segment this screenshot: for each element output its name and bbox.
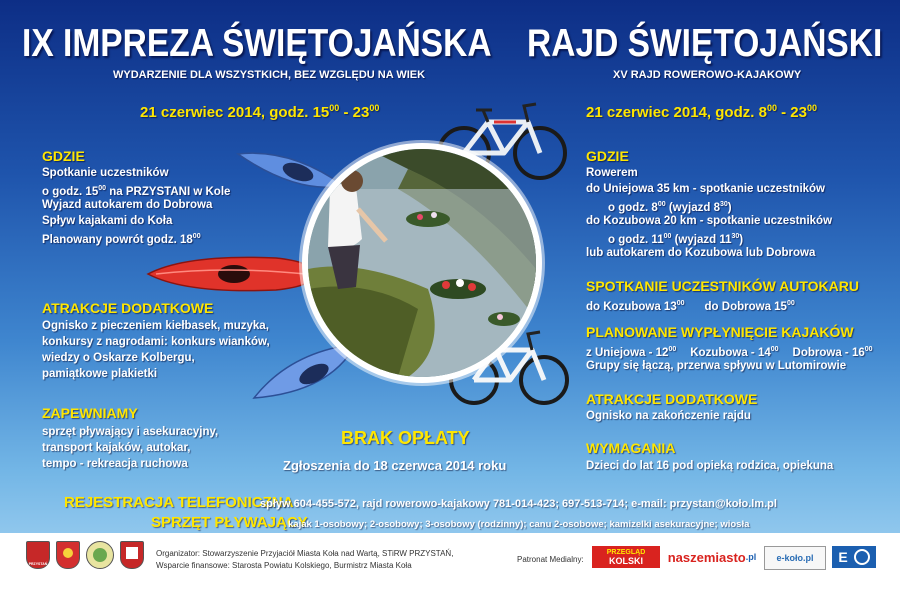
left-gdzie-line-3: Wyjazd autokarem do Dobrowa	[42, 199, 213, 211]
footer	[0, 533, 900, 589]
right-gdzie-lines	[586, 165, 832, 261]
left-atrakcje-line-1: Ognisko z pieczeniem kiełbasek, muzyka,	[42, 320, 269, 332]
right-subtitle: XV RAJD ROWEROWO-KAJAKOWY	[613, 69, 802, 81]
brak-oplaty: BRAK OPŁATY	[341, 428, 470, 448]
right-wymagania-lines	[586, 458, 833, 474]
rejestracja-label: REJESTRACJA TELEFONICZNA	[64, 494, 294, 511]
left-zapewniamy-line-1: sprzęt pływający i asekuracyjny,	[42, 426, 219, 438]
left-atrakcje-line-4: pamiątkowe plakietki	[42, 368, 158, 380]
red-kayak-icon	[146, 252, 316, 296]
left-atrakcje-lines	[42, 318, 270, 382]
crest-powiat-icon	[120, 541, 144, 569]
right-kajaki-times: z Uniejowa - $12^{00}$ Kozubowa - $14^{00}$ Dobrowa - $16^{00}$	[586, 346, 873, 359]
photo-scene	[308, 149, 536, 377]
right-gdzie-line-3: o godz. $8^{00}$ (wyjazd $8^{30}$)	[608, 201, 732, 214]
e-logo: E	[832, 546, 876, 568]
crest-kolo-icon	[56, 541, 80, 569]
organizer-text: Organizator: Stowarzyszenie Przyjaciół Miasta Koła nad Wartą, STiRW PRZYSTAŃ,	[156, 549, 454, 558]
left-atrakcje-line-2: konkursy z nagrodami: konkurs wianków,	[42, 336, 270, 348]
right-gdzie-heading: GDZIE	[586, 148, 629, 164]
left-date: 21 czerwiec 2014, godz. $15^{00} - 23^{00}$	[140, 103, 380, 121]
left-atrakcje-heading: ATRAKCJE DODATKOWE	[42, 300, 214, 316]
left-atrakcje-line-3: wiedzy o Oskarze Kolbergu,	[42, 352, 195, 364]
right-gdzie-line-6: lub autokarem do Kozubowa lub Dobrowa	[586, 247, 816, 259]
rejestracja-contacts: spływ 604-455-572, rajd rowerowo-kajakowy 781-014-423; 697-513-714; e-mail: przystan@koło.lm.pl	[260, 498, 777, 510]
right-atrakcje-line-1: Ognisko na zakończenie rajdu	[586, 410, 751, 422]
left-gdzie-lines	[42, 165, 230, 245]
zgloszenia-deadline: Zgłoszenia do 18 czerwca 2014 roku	[283, 458, 507, 473]
right-gdzie-line-1: Rowerem	[586, 167, 638, 179]
right-spotkanie-line: do Kozubowa $13^{00}$ do Dobrowa $15^{00}$	[586, 300, 795, 313]
crest-green-icon	[86, 541, 114, 569]
right-title: RAJD ŚWIĘTOJAŃSKI	[527, 22, 883, 65]
right-spotkanie-heading: SPOTKANIE UCZESTNIKÓW AUTOKARU	[586, 278, 859, 294]
left-zapewniamy-line-2: transport kajaków, autokar,	[42, 442, 191, 454]
support-text: Wsparcie finansowe: Starosta Powiatu Kolskiego, Burmistrz Miasta Koła	[156, 561, 412, 570]
right-kajaki-line-2: Grupy się łączą, przerwa spływu w Lutomirowie	[586, 360, 847, 372]
left-zapewniamy-lines	[42, 424, 218, 472]
left-gdzie-line-2: o godz. $15^{00}$ na PRZYSTANI w Kole	[42, 185, 231, 198]
naszemiasto-logo: naszemiasto .pl	[667, 549, 757, 565]
left-title: IX IMPREZA ŚWIĘTOJAŃSKA	[22, 22, 492, 65]
left-gdzie-heading: GDZIE	[42, 148, 85, 164]
right-atrakcje-lines	[586, 408, 751, 424]
left-gdzie-line-4: Spływ kajakami do Koła	[42, 215, 173, 227]
right-gdzie-line-4: do Kozubowa 20 km - spotkanie uczestników	[586, 215, 833, 227]
crest-przystan-icon	[26, 541, 50, 569]
sprzet-list: kajak 1-osobowy; 2-osobowy; 3-osobowy (rodzinny); canu 2-osobowe; kamizelki asekuracyjne; wiosła	[288, 519, 750, 530]
crest-przystan-label: PRZYSTAŃ	[28, 562, 48, 566]
left-zapewniamy-line-3: tempo - rekreacja ruchowa	[42, 458, 188, 470]
left-zapewniamy-heading: ZAPEWNIAMY	[42, 405, 138, 421]
left-gdzie-line-1: Spotkanie uczestników	[42, 167, 169, 179]
right-date: 21 czerwiec 2014, godz. $8^{00} - 23^{00}$	[586, 103, 817, 121]
left-gdzie-line-5: Planowany powrót godz. $18^{00}$	[42, 233, 201, 246]
river-wreath-photo	[302, 143, 542, 383]
patronat-label: Patronat Medialny:	[517, 555, 584, 564]
przeglad-kolski-logo: PRZEGLĄD KOLSKI	[592, 546, 660, 568]
right-gdzie-line-2: do Uniejowa 35 km - spotkanie uczestników	[586, 183, 826, 195]
left-subtitle: WYDARZENIE DLA WSZYSTKICH, BEZ WZGLĘDU NA WIEK	[113, 69, 426, 81]
right-gdzie-line-5: o godz. $11^{00}$ (wyjazd $11^{30}$)	[608, 233, 744, 246]
right-wymagania-heading: WYMAGANIA	[586, 440, 676, 456]
sprzet-label: SPRZĘT PŁYWAJĄCY	[151, 514, 308, 531]
right-atrakcje-heading: ATRAKCJE DODATKOWE	[586, 391, 758, 407]
ekolo-logo: e-koło.pl	[764, 546, 826, 570]
right-kajaki-lines	[586, 342, 873, 374]
e-logo-circle-icon	[854, 549, 870, 565]
right-wymagania-line-1: Dzieci do lat 16 pod opieką rodzica, opiekuna	[586, 460, 834, 472]
right-kajaki-heading: PLANOWANE WYPŁYNIĘCIE KAJAKÓW	[586, 324, 854, 340]
